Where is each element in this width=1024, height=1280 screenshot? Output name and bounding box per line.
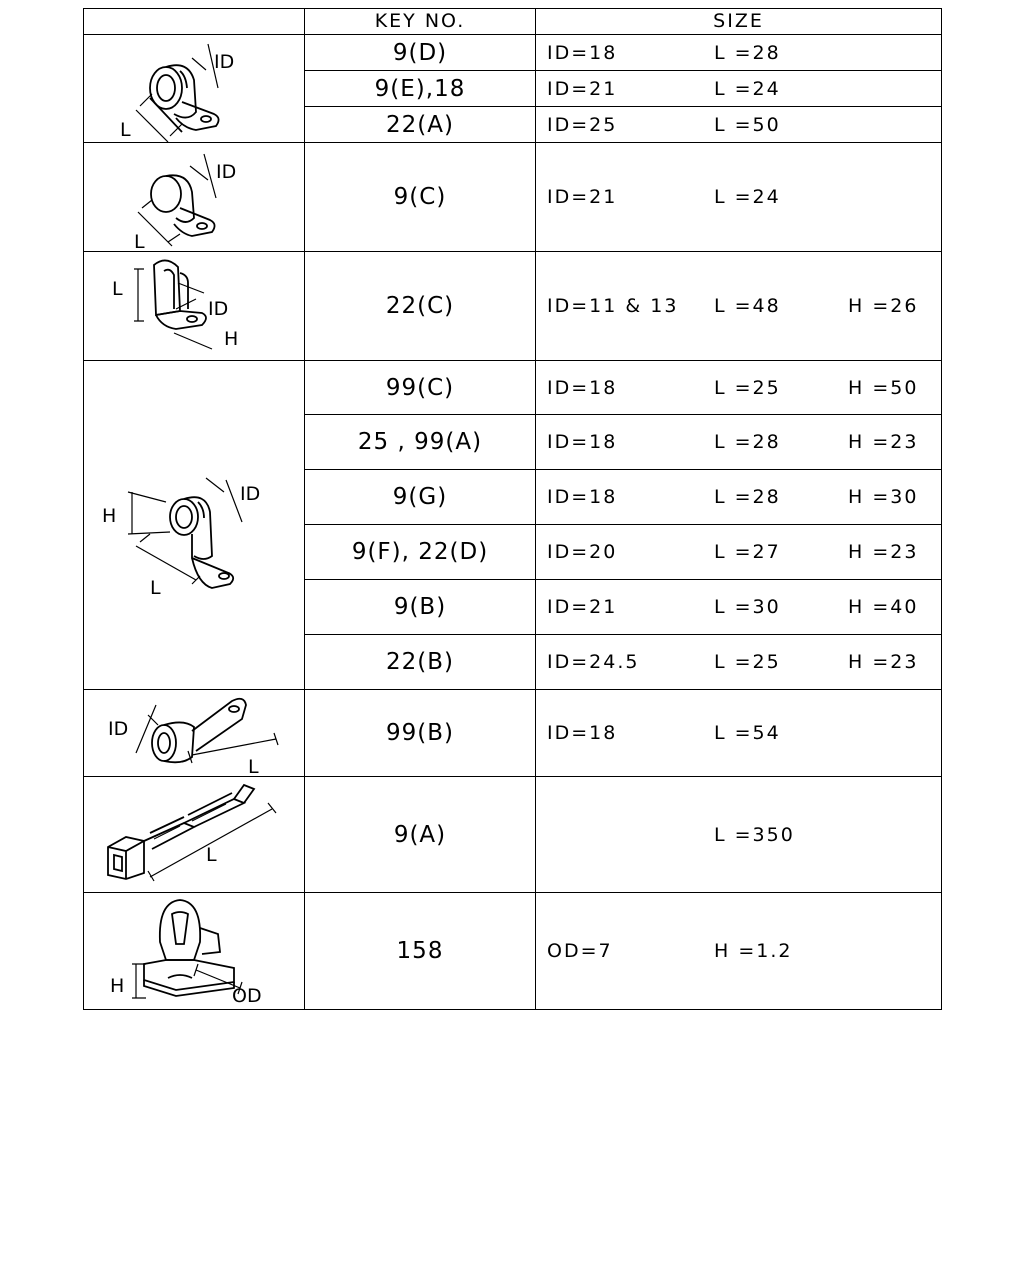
clamp-drawing-cell [84, 690, 305, 777]
key-cell: 9(E),18 [305, 71, 536, 107]
size-cell [536, 107, 942, 143]
tab-id-label: ID [108, 718, 129, 740]
key-cell: 22(B) [305, 635, 536, 690]
key-cell: 22(C) [305, 252, 536, 361]
key-cell: 9(C) [305, 143, 536, 252]
key-cell: 99(B) [305, 690, 536, 777]
clamp-drawing-cell [84, 893, 305, 1010]
size-l: L =25 [714, 651, 781, 673]
key-cell: 22(A) [305, 107, 536, 143]
key-cell: 9(A) [305, 777, 536, 893]
size-l: L =350 [714, 823, 795, 846]
tie-l-label: L [206, 843, 217, 866]
key-cell: 9(F), 22(D) [305, 525, 536, 580]
parts-table [83, 8, 942, 1010]
header-image-cell [84, 9, 305, 35]
size-cell [536, 415, 942, 470]
table-row [84, 143, 942, 252]
size-h: H =40 [848, 596, 919, 618]
size-cell [536, 893, 942, 1010]
push-od-label: OD [232, 985, 262, 1007]
size-h: H =30 [848, 486, 919, 508]
size-cell [536, 35, 942, 71]
size-cell [536, 470, 942, 525]
size-cell [536, 71, 942, 107]
table-row [84, 777, 942, 893]
raised-h-label: H [102, 505, 117, 527]
size-cell [536, 690, 942, 777]
raised-id-label: ID [240, 483, 261, 505]
push-h-label: H [110, 975, 125, 997]
cushioned-clamp-drawing [84, 36, 305, 142]
clamp-l-label: L [134, 231, 145, 250]
size-h: H =26 [848, 295, 919, 317]
cable-tie-drawing [84, 779, 305, 891]
clip-h-label: H [224, 328, 239, 350]
size-cell [536, 777, 942, 893]
size-cell [536, 580, 942, 635]
size-id: ID=18 [547, 486, 618, 508]
size-l: L =28 [714, 431, 781, 453]
clamp-drawing-cell [84, 35, 305, 143]
size-id: ID=21 [547, 186, 618, 208]
size-id: ID=18 [547, 431, 618, 453]
plain-clamp-drawing [84, 144, 305, 250]
size-l: L =48 [714, 295, 781, 317]
size-l: L =54 [714, 722, 781, 744]
size-h: H =23 [848, 651, 919, 673]
clamp-drawing-cell [84, 361, 305, 690]
size-l: H =1.2 [714, 940, 793, 962]
size-id: ID=18 [547, 376, 618, 399]
clip-id-label: ID [208, 298, 229, 320]
size-id: ID=25 [547, 113, 618, 136]
size-l: L =28 [714, 41, 781, 64]
size-id: ID=18 [547, 722, 618, 744]
size-l: L =24 [714, 186, 781, 208]
size-id: ID=18 [547, 41, 618, 64]
size-id: ID=20 [547, 541, 618, 563]
key-cell: 99(C) [305, 361, 536, 415]
size-h: H =23 [848, 541, 919, 563]
clip-l-label: L [112, 278, 123, 300]
clamp-drawing-cell [84, 777, 305, 893]
size-cell [536, 635, 942, 690]
size-h: H =50 [848, 376, 919, 399]
size-l: L =24 [714, 77, 781, 100]
size-l: L =50 [714, 113, 781, 136]
size-id: ID=24.5 [547, 651, 640, 673]
upright-clip-drawing [84, 253, 305, 359]
table-row [84, 893, 942, 1010]
raised-clamp-drawing [84, 362, 305, 688]
table-row [84, 690, 942, 777]
size-id: ID=21 [547, 77, 618, 100]
header-row [84, 9, 942, 35]
size-id: ID=21 [547, 596, 618, 618]
size-h: H =23 [848, 431, 919, 453]
table-row [84, 361, 942, 415]
clamp-drawing-cell [84, 143, 305, 252]
key-cell: 9(B) [305, 580, 536, 635]
size-cell [536, 143, 942, 252]
key-cell: 25 , 99(A) [305, 415, 536, 470]
size-l: L =27 [714, 541, 781, 563]
clamp-drawing-cell [84, 252, 305, 361]
tab-l-label: L [248, 756, 259, 775]
key-cell: 9(D) [305, 35, 536, 71]
size-id: ID=11 & 13 [547, 295, 679, 317]
size-cell [536, 361, 942, 415]
size-cell [536, 252, 942, 361]
header-size: SIZE [536, 9, 942, 35]
clamp-l-label: L [120, 118, 131, 141]
clamp-id-label: ID [216, 161, 237, 183]
raised-l-label: L [150, 577, 161, 599]
tab-clamp-drawing [84, 691, 305, 775]
table-row [84, 252, 942, 361]
table-row [84, 35, 942, 71]
size-cell [536, 525, 942, 580]
key-cell: 9(G) [305, 470, 536, 525]
size-l: L =30 [714, 596, 781, 618]
size-l: L =28 [714, 486, 781, 508]
size-id: OD=7 [547, 940, 613, 962]
push-clip-drawing [84, 894, 305, 1008]
clamp-id-label: ID [214, 50, 235, 73]
key-cell: 158 [305, 893, 536, 1010]
header-key-no: KEY NO. [305, 9, 536, 35]
size-l: L =25 [714, 376, 781, 399]
